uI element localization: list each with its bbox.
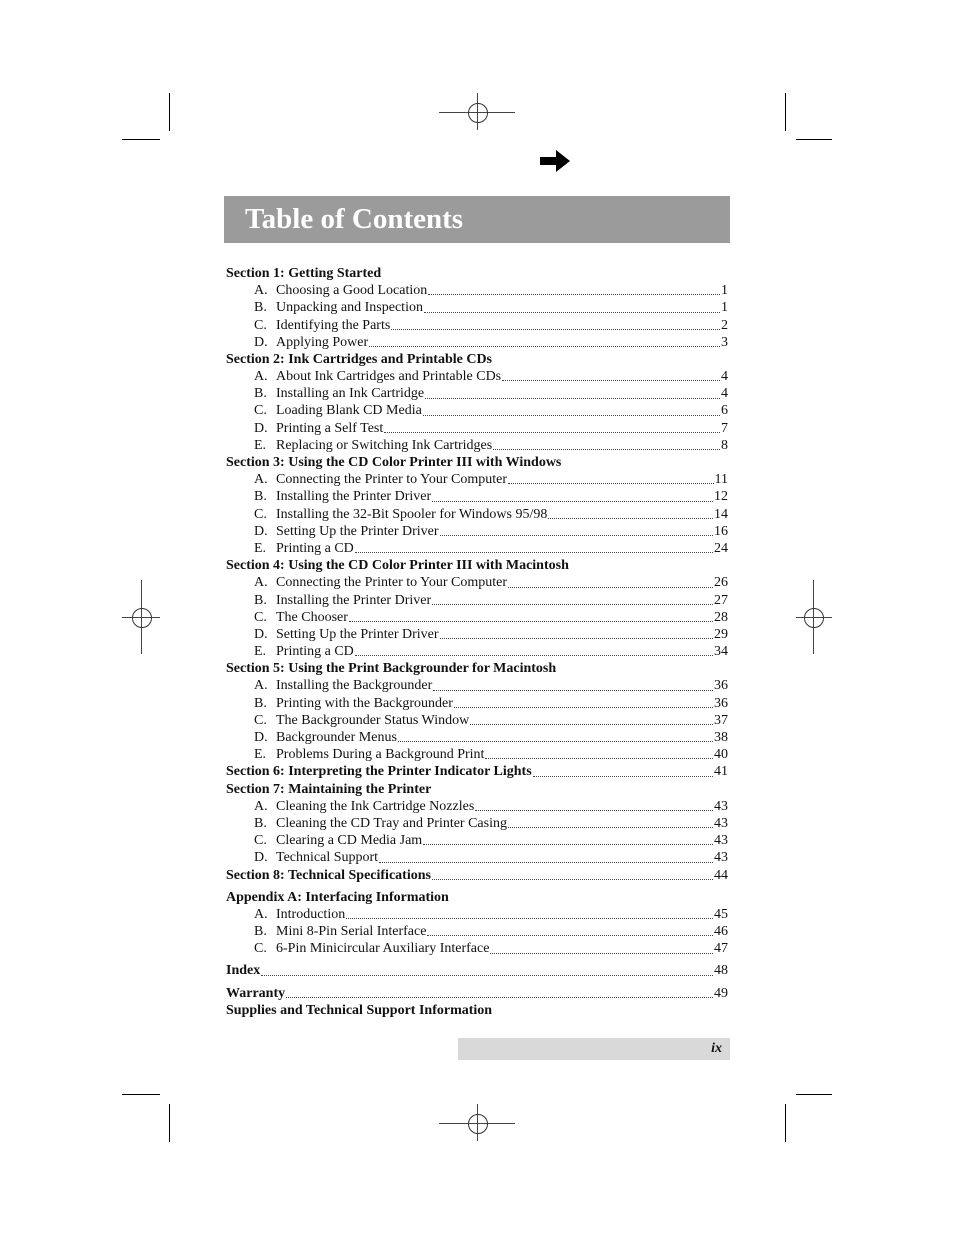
dot-leader bbox=[433, 690, 713, 691]
toc-page-number: 48 bbox=[714, 963, 728, 979]
toc-item bbox=[226, 798, 728, 815]
toc-page-number: 34 bbox=[714, 644, 728, 660]
dot-leader bbox=[424, 312, 720, 313]
toc-item-letter: C. bbox=[254, 403, 267, 419]
page-title: Table of Contents bbox=[224, 196, 730, 243]
toc-entry-title: Installing the Printer Driver bbox=[276, 592, 432, 608]
toc-entry-title: Identifying the Parts bbox=[276, 317, 391, 333]
toc-page-number: 1 bbox=[721, 283, 728, 299]
toc-entry-title: Installing an Ink Cartridge bbox=[276, 386, 425, 402]
toc-page-number: 16 bbox=[714, 523, 728, 539]
toc-page-number: 43 bbox=[714, 815, 728, 831]
toc-entry-title: Installing the Printer Driver bbox=[276, 489, 432, 505]
toc-item-letter: C. bbox=[254, 941, 267, 957]
toc-item bbox=[226, 299, 728, 316]
toc-page-number: 37 bbox=[714, 712, 728, 728]
toc-entry-title: Cleaning the Ink Cartridge Nozzles bbox=[276, 798, 475, 814]
registration-circle-icon bbox=[468, 103, 488, 123]
toc-item bbox=[226, 437, 728, 454]
toc-item bbox=[226, 334, 728, 351]
dot-leader bbox=[423, 415, 720, 416]
dot-leader bbox=[533, 776, 713, 777]
toc-page-number: 6 bbox=[721, 403, 728, 419]
toc-item bbox=[226, 695, 728, 712]
toc-item bbox=[226, 592, 728, 609]
dot-leader bbox=[470, 724, 713, 725]
toc-page-number: 41 bbox=[714, 764, 728, 780]
dot-leader bbox=[493, 449, 720, 450]
toc-entry-title: Setting Up the Printer Driver bbox=[276, 523, 439, 539]
toc-page-number: 43 bbox=[714, 850, 728, 866]
toc-entry-title: Applying Power bbox=[276, 334, 369, 350]
toc-item-letter: B. bbox=[254, 592, 267, 608]
toc-entry-title: Replacing or Switching Ink Cartridges bbox=[276, 437, 493, 453]
dot-leader bbox=[346, 918, 713, 919]
toc-entry-title: Introduction bbox=[276, 906, 346, 922]
toc-entry-title: Cleaning the CD Tray and Printer Casing bbox=[276, 815, 507, 831]
toc-page-number: 38 bbox=[714, 730, 728, 746]
toc-item bbox=[226, 815, 728, 832]
toc-item-letter: C. bbox=[254, 833, 267, 849]
dot-leader bbox=[440, 535, 713, 536]
toc-item-letter: C. bbox=[254, 506, 267, 522]
toc-entry-title: About Ink Cartridges and Printable CDs bbox=[276, 369, 502, 385]
crop-mark bbox=[785, 93, 786, 131]
dot-leader bbox=[379, 862, 713, 863]
toc-entry-title: Appendix A: Interfacing Information bbox=[226, 889, 449, 905]
toc-item-letter: E. bbox=[254, 747, 267, 763]
dot-leader bbox=[425, 398, 720, 399]
toc-item bbox=[226, 574, 728, 591]
toc-entry-title: Unpacking and Inspection bbox=[276, 300, 423, 316]
toc-item-letter: D. bbox=[254, 523, 268, 539]
toc-item-letter: E. bbox=[254, 540, 267, 556]
toc-item-letter: B. bbox=[254, 815, 267, 831]
dot-leader bbox=[384, 432, 720, 433]
toc-page-number: 1 bbox=[721, 300, 728, 316]
dot-leader bbox=[286, 997, 713, 998]
dot-leader bbox=[423, 844, 713, 845]
crop-mark bbox=[122, 139, 160, 140]
toc-page-number: 29 bbox=[714, 626, 728, 642]
toc-item bbox=[226, 729, 728, 746]
toc-entry-title: The Chooser bbox=[276, 609, 348, 625]
toc-item bbox=[226, 403, 728, 420]
crop-mark bbox=[785, 1104, 786, 1142]
toc-entry-title: Section 3: Using the CD Color Printer III with Windows bbox=[226, 455, 562, 471]
toc-item-letter: B. bbox=[254, 695, 267, 711]
toc-section bbox=[226, 889, 728, 906]
toc-item bbox=[226, 317, 728, 334]
toc-entry-title: The Backgrounder Status Window bbox=[276, 712, 470, 728]
toc-item bbox=[226, 282, 728, 299]
crop-mark bbox=[122, 1094, 160, 1095]
toc-page-number: 40 bbox=[714, 747, 728, 763]
toc-item bbox=[226, 923, 728, 940]
dot-leader bbox=[490, 953, 713, 954]
toc-entry-title: Printing a CD bbox=[276, 644, 354, 660]
toc-page-number: 27 bbox=[714, 592, 728, 608]
toc-page-number: 8 bbox=[721, 437, 728, 453]
toc-item-letter: E. bbox=[254, 644, 267, 660]
dot-leader bbox=[261, 975, 713, 976]
toc-page-number: 11 bbox=[714, 472, 728, 488]
toc-item bbox=[226, 906, 728, 923]
toc-entry-title: Section 8: Technical Specifications bbox=[226, 867, 431, 883]
toc-section bbox=[226, 867, 728, 884]
toc-entry-title: Warranty bbox=[226, 985, 286, 1001]
toc-item bbox=[226, 523, 728, 540]
toc-entry-title: Printing a CD bbox=[276, 540, 354, 556]
toc-item-letter: A. bbox=[254, 906, 268, 922]
toc-entry-title: Choosing a Good Location bbox=[276, 283, 428, 299]
toc-entry-title: 6-Pin Minicircular Auxiliary Interface bbox=[276, 941, 490, 957]
toc-item-letter: A. bbox=[254, 798, 268, 814]
toc-entry-title: Connecting the Printer to Your Computer bbox=[276, 575, 507, 591]
crop-mark bbox=[796, 139, 832, 140]
dot-leader bbox=[391, 329, 720, 330]
dot-leader bbox=[548, 518, 713, 519]
toc-page-number: 7 bbox=[721, 420, 728, 436]
toc-page-number: 4 bbox=[721, 369, 728, 385]
toc-item bbox=[226, 385, 728, 402]
toc-item-letter: B. bbox=[254, 300, 267, 316]
toc-item-letter: C. bbox=[254, 609, 267, 625]
toc-page-number: 36 bbox=[714, 695, 728, 711]
toc-page-number: 45 bbox=[714, 906, 728, 922]
toc-section bbox=[226, 351, 728, 368]
toc-page-number: 3 bbox=[721, 334, 728, 350]
toc-section bbox=[226, 660, 728, 677]
dot-leader bbox=[440, 638, 713, 639]
page-number: ix bbox=[458, 1038, 730, 1060]
toc-item-letter: A. bbox=[254, 369, 268, 385]
toc-section bbox=[226, 985, 728, 1002]
toc-item bbox=[226, 540, 728, 557]
dot-leader bbox=[432, 501, 713, 502]
dot-leader bbox=[432, 879, 713, 880]
toc-entry-title: Index bbox=[226, 963, 261, 979]
toc-item-letter: B. bbox=[254, 489, 267, 505]
toc-section bbox=[226, 781, 728, 798]
dot-leader bbox=[508, 827, 713, 828]
crop-mark bbox=[796, 1094, 832, 1095]
toc-item bbox=[226, 420, 728, 437]
toc-item bbox=[226, 506, 728, 523]
toc-page-number: 43 bbox=[714, 798, 728, 814]
toc-entry-title: Loading Blank CD Media bbox=[276, 403, 422, 419]
toc-entry-title: Installing the Backgrounder bbox=[276, 678, 433, 694]
toc-entry-title: Section 5: Using the Print Backgrounder for Macintosh bbox=[226, 661, 557, 677]
toc-item bbox=[226, 488, 728, 505]
dot-leader bbox=[355, 655, 713, 656]
toc-entry-title: Clearing a CD Media Jam bbox=[276, 833, 423, 849]
registration-circle-icon bbox=[468, 1114, 488, 1134]
toc-item bbox=[226, 832, 728, 849]
dot-leader bbox=[475, 810, 713, 811]
toc-item bbox=[226, 940, 728, 957]
toc-item-letter: B. bbox=[254, 924, 267, 940]
dot-leader bbox=[355, 552, 713, 553]
toc-entry-title: Backgrounder Menus bbox=[276, 730, 397, 746]
toc-page-number: 24 bbox=[714, 540, 728, 556]
toc-page-number: 26 bbox=[714, 575, 728, 591]
toc-entry-title: Connecting the Printer to Your Computer bbox=[276, 472, 507, 488]
toc-section bbox=[226, 963, 728, 980]
toc-entry-title: Printing a Self Test bbox=[276, 420, 384, 436]
toc-entry-title: Section 7: Maintaining the Printer bbox=[226, 781, 432, 797]
right-arrow-icon bbox=[540, 150, 570, 172]
toc-page-number: 49 bbox=[714, 985, 728, 1001]
table-of-contents bbox=[226, 265, 728, 1019]
toc-item bbox=[226, 678, 728, 695]
toc-item-letter: C. bbox=[254, 317, 267, 333]
toc-section bbox=[226, 763, 728, 780]
crop-mark bbox=[169, 1104, 170, 1142]
toc-section bbox=[226, 454, 728, 471]
dot-leader bbox=[432, 604, 713, 605]
toc-item-letter: D. bbox=[254, 850, 268, 866]
toc-entry-title: Section 4: Using the CD Color Printer III with Macintosh bbox=[226, 558, 569, 574]
registration-circle-icon bbox=[132, 608, 152, 628]
toc-item-letter: D. bbox=[254, 626, 268, 642]
dot-leader bbox=[508, 587, 713, 588]
dot-leader bbox=[508, 483, 714, 484]
toc-page-number: 46 bbox=[714, 924, 728, 940]
toc-entry-title: Section 1: Getting Started bbox=[226, 265, 382, 281]
dot-leader bbox=[485, 758, 713, 759]
toc-item-letter: A. bbox=[254, 575, 268, 591]
crop-mark bbox=[169, 93, 170, 131]
registration-circle-icon bbox=[804, 608, 824, 628]
dot-leader bbox=[398, 741, 713, 742]
toc-section bbox=[226, 265, 728, 282]
toc-item bbox=[226, 712, 728, 729]
dot-leader bbox=[427, 935, 713, 936]
toc-page-number: 47 bbox=[714, 941, 728, 957]
toc-item-letter: B. bbox=[254, 386, 267, 402]
toc-entry-title: Mini 8-Pin Serial Interface bbox=[276, 924, 427, 940]
toc-item bbox=[226, 849, 728, 866]
toc-entry-title: Supplies and Technical Support Information bbox=[226, 1002, 493, 1018]
toc-item bbox=[226, 746, 728, 763]
dot-leader bbox=[454, 707, 713, 708]
toc-item-letter: D. bbox=[254, 730, 268, 746]
toc-item bbox=[226, 626, 728, 643]
toc-item-letter: E. bbox=[254, 437, 267, 453]
toc-item bbox=[226, 609, 728, 626]
toc-item bbox=[226, 368, 728, 385]
toc-item bbox=[226, 471, 728, 488]
toc-entry-title: Printing with the Backgrounder bbox=[276, 695, 453, 711]
toc-entry-title: Section 6: Interpreting the Printer Indicator Lights bbox=[226, 764, 532, 780]
toc-entry-title: Problems During a Background Print bbox=[276, 747, 485, 763]
toc-item-letter: A. bbox=[254, 678, 268, 694]
toc-entry-title: Section 2: Ink Cartridges and Printable CDs bbox=[226, 351, 493, 367]
toc-page-number: 44 bbox=[714, 867, 728, 883]
toc-entry-title: Setting Up the Printer Driver bbox=[276, 626, 439, 642]
toc-page-number: 4 bbox=[721, 386, 728, 402]
dot-leader bbox=[369, 346, 720, 347]
toc-page-number: 43 bbox=[714, 833, 728, 849]
dot-leader bbox=[349, 621, 713, 622]
toc-page-number: 12 bbox=[714, 489, 728, 505]
toc-item bbox=[226, 643, 728, 660]
toc-item-letter: D. bbox=[254, 420, 268, 436]
dot-leader bbox=[502, 380, 720, 381]
toc-page-number: 36 bbox=[714, 678, 728, 694]
toc-page-number: 2 bbox=[721, 317, 728, 333]
toc-page-number: 28 bbox=[714, 609, 728, 625]
toc-section bbox=[226, 1002, 728, 1019]
toc-item-letter: C. bbox=[254, 712, 267, 728]
toc-section bbox=[226, 557, 728, 574]
toc-page-number: 14 bbox=[714, 506, 728, 522]
toc-entry-title: Technical Support bbox=[276, 850, 379, 866]
dot-leader bbox=[428, 294, 720, 295]
toc-item-letter: A. bbox=[254, 283, 268, 299]
toc-entry-title: Installing the 32-Bit Spooler for Windows 95/98 bbox=[276, 506, 548, 522]
toc-item-letter: D. bbox=[254, 334, 268, 350]
toc-item-letter: A. bbox=[254, 472, 268, 488]
